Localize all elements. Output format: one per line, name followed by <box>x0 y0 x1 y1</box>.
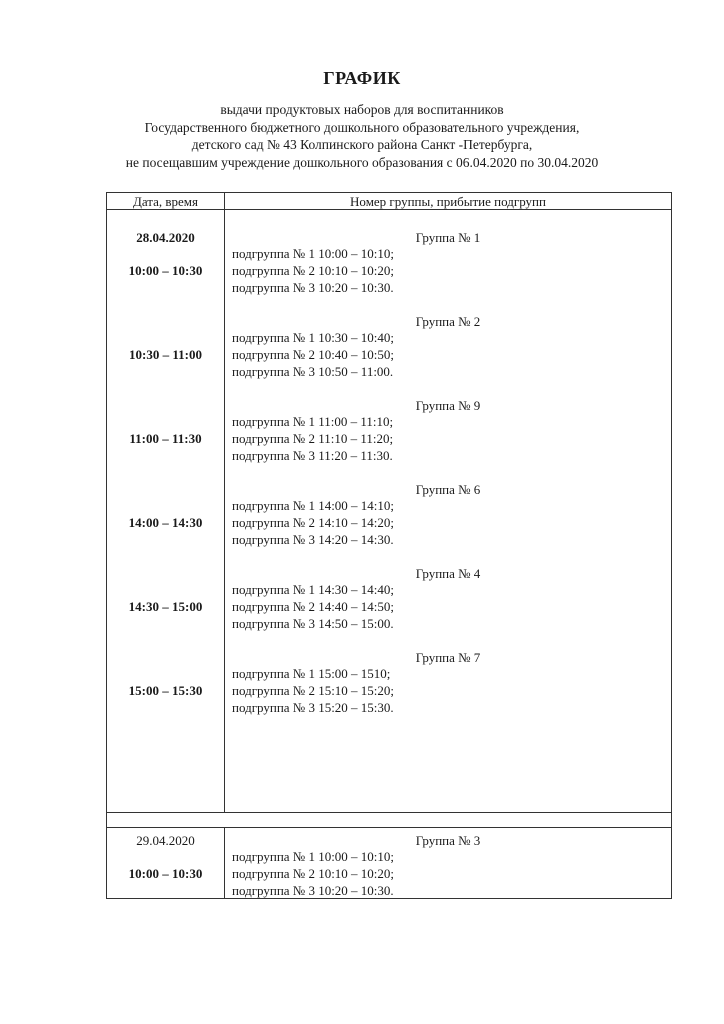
group-title: Группа № 7 <box>415 650 481 665</box>
subgroup-line: подгруппа № 1 10:00 – 10:10; <box>232 849 395 864</box>
subgroup-line: подгруппа № 1 14:30 – 14:40; <box>232 582 395 597</box>
time-slot: 10:30 – 11:00 <box>129 347 202 362</box>
group-title: Группа № 4 <box>415 566 481 581</box>
subgroup-line: подгруппа № 2 11:10 – 11:20; <box>232 431 394 446</box>
group-title: Группа № 1 <box>415 230 481 245</box>
section-date: 29.04.2020 <box>136 833 195 848</box>
subgroup-line: подгруппа № 3 10:20 – 10:30. <box>232 280 394 295</box>
subgroup-line: подгруппа № 3 14:20 – 14:30. <box>232 532 394 547</box>
subgroup-line: подгруппа № 2 10:40 – 10:50; <box>232 347 395 362</box>
subtitle-line: Государственного бюджетного дошкольного образовательного учреждения, <box>144 119 580 135</box>
group-title: Группа № 3 <box>415 833 481 848</box>
schedule-table <box>106 192 672 899</box>
subgroup-line: подгруппа № 1 10:00 – 10:10; <box>232 246 395 261</box>
subgroup-line: подгруппа № 2 14:10 – 14:20; <box>232 515 395 530</box>
subgroup-line: подгруппа № 3 14:50 – 15:00. <box>232 616 394 631</box>
subgroup-line: подгруппа № 1 10:30 – 10:40; <box>232 330 395 345</box>
time-slot: 10:00 – 10:30 <box>128 866 203 881</box>
subgroup-line: подгруппа № 2 10:10 – 10:20; <box>232 866 395 881</box>
subgroup-line: подгруппа № 3 11:20 – 11:30. <box>232 448 393 463</box>
subgroup-line: подгруппа № 1 11:00 – 11:10; <box>232 414 394 429</box>
group-title: Группа № 6 <box>415 482 481 497</box>
time-slot: 14:30 – 15:00 <box>128 599 203 614</box>
time-slot: 11:00 – 11:30 <box>129 431 202 446</box>
time-slot: 10:00 – 10:30 <box>128 263 203 278</box>
column-divider <box>224 193 225 813</box>
subtitle-line: не посещавшим учреждение дошкольного образования с 06.04.2020 по 30.04.2020 <box>125 154 599 170</box>
subgroup-line: подгруппа № 2 10:10 – 10:20; <box>232 263 395 278</box>
subgroup-line: подгруппа № 3 15:20 – 15:30. <box>232 700 394 715</box>
section-date: 28.04.2020 <box>136 230 195 245</box>
subgroup-line: подгруппа № 1 15:00 – 1510; <box>232 666 391 681</box>
subgroup-line: подгруппа № 3 10:20 – 10:30. <box>232 883 394 898</box>
column-header-group: Номер группы, прибытие подгрупп <box>350 194 546 209</box>
time-slot: 14:00 – 14:30 <box>128 515 203 530</box>
document-subtitle <box>0 101 724 171</box>
row-divider <box>107 812 671 813</box>
subgroup-line: подгруппа № 1 14:00 – 14:10; <box>232 498 395 513</box>
subgroup-line: подгруппа № 2 15:10 – 15:20; <box>232 683 395 698</box>
subgroup-line: подгруппа № 3 10:50 – 11:00. <box>232 364 394 379</box>
group-title: Группа № 9 <box>415 398 481 413</box>
row-divider <box>107 827 671 828</box>
subgroup-line: подгруппа № 2 14:40 – 14:50; <box>232 599 395 614</box>
group-title: Группа № 2 <box>415 314 481 329</box>
column-header-date: Дата, время <box>132 194 199 209</box>
time-slot: 15:00 – 15:30 <box>128 683 203 698</box>
subtitle-line: выдачи продуктовых наборов для воспитанников <box>220 102 504 117</box>
document-title: ГРАФИК <box>323 68 401 88</box>
subtitle-line: детского сад № 43 Колпинского района Санкт -Петербурга, <box>191 137 533 152</box>
